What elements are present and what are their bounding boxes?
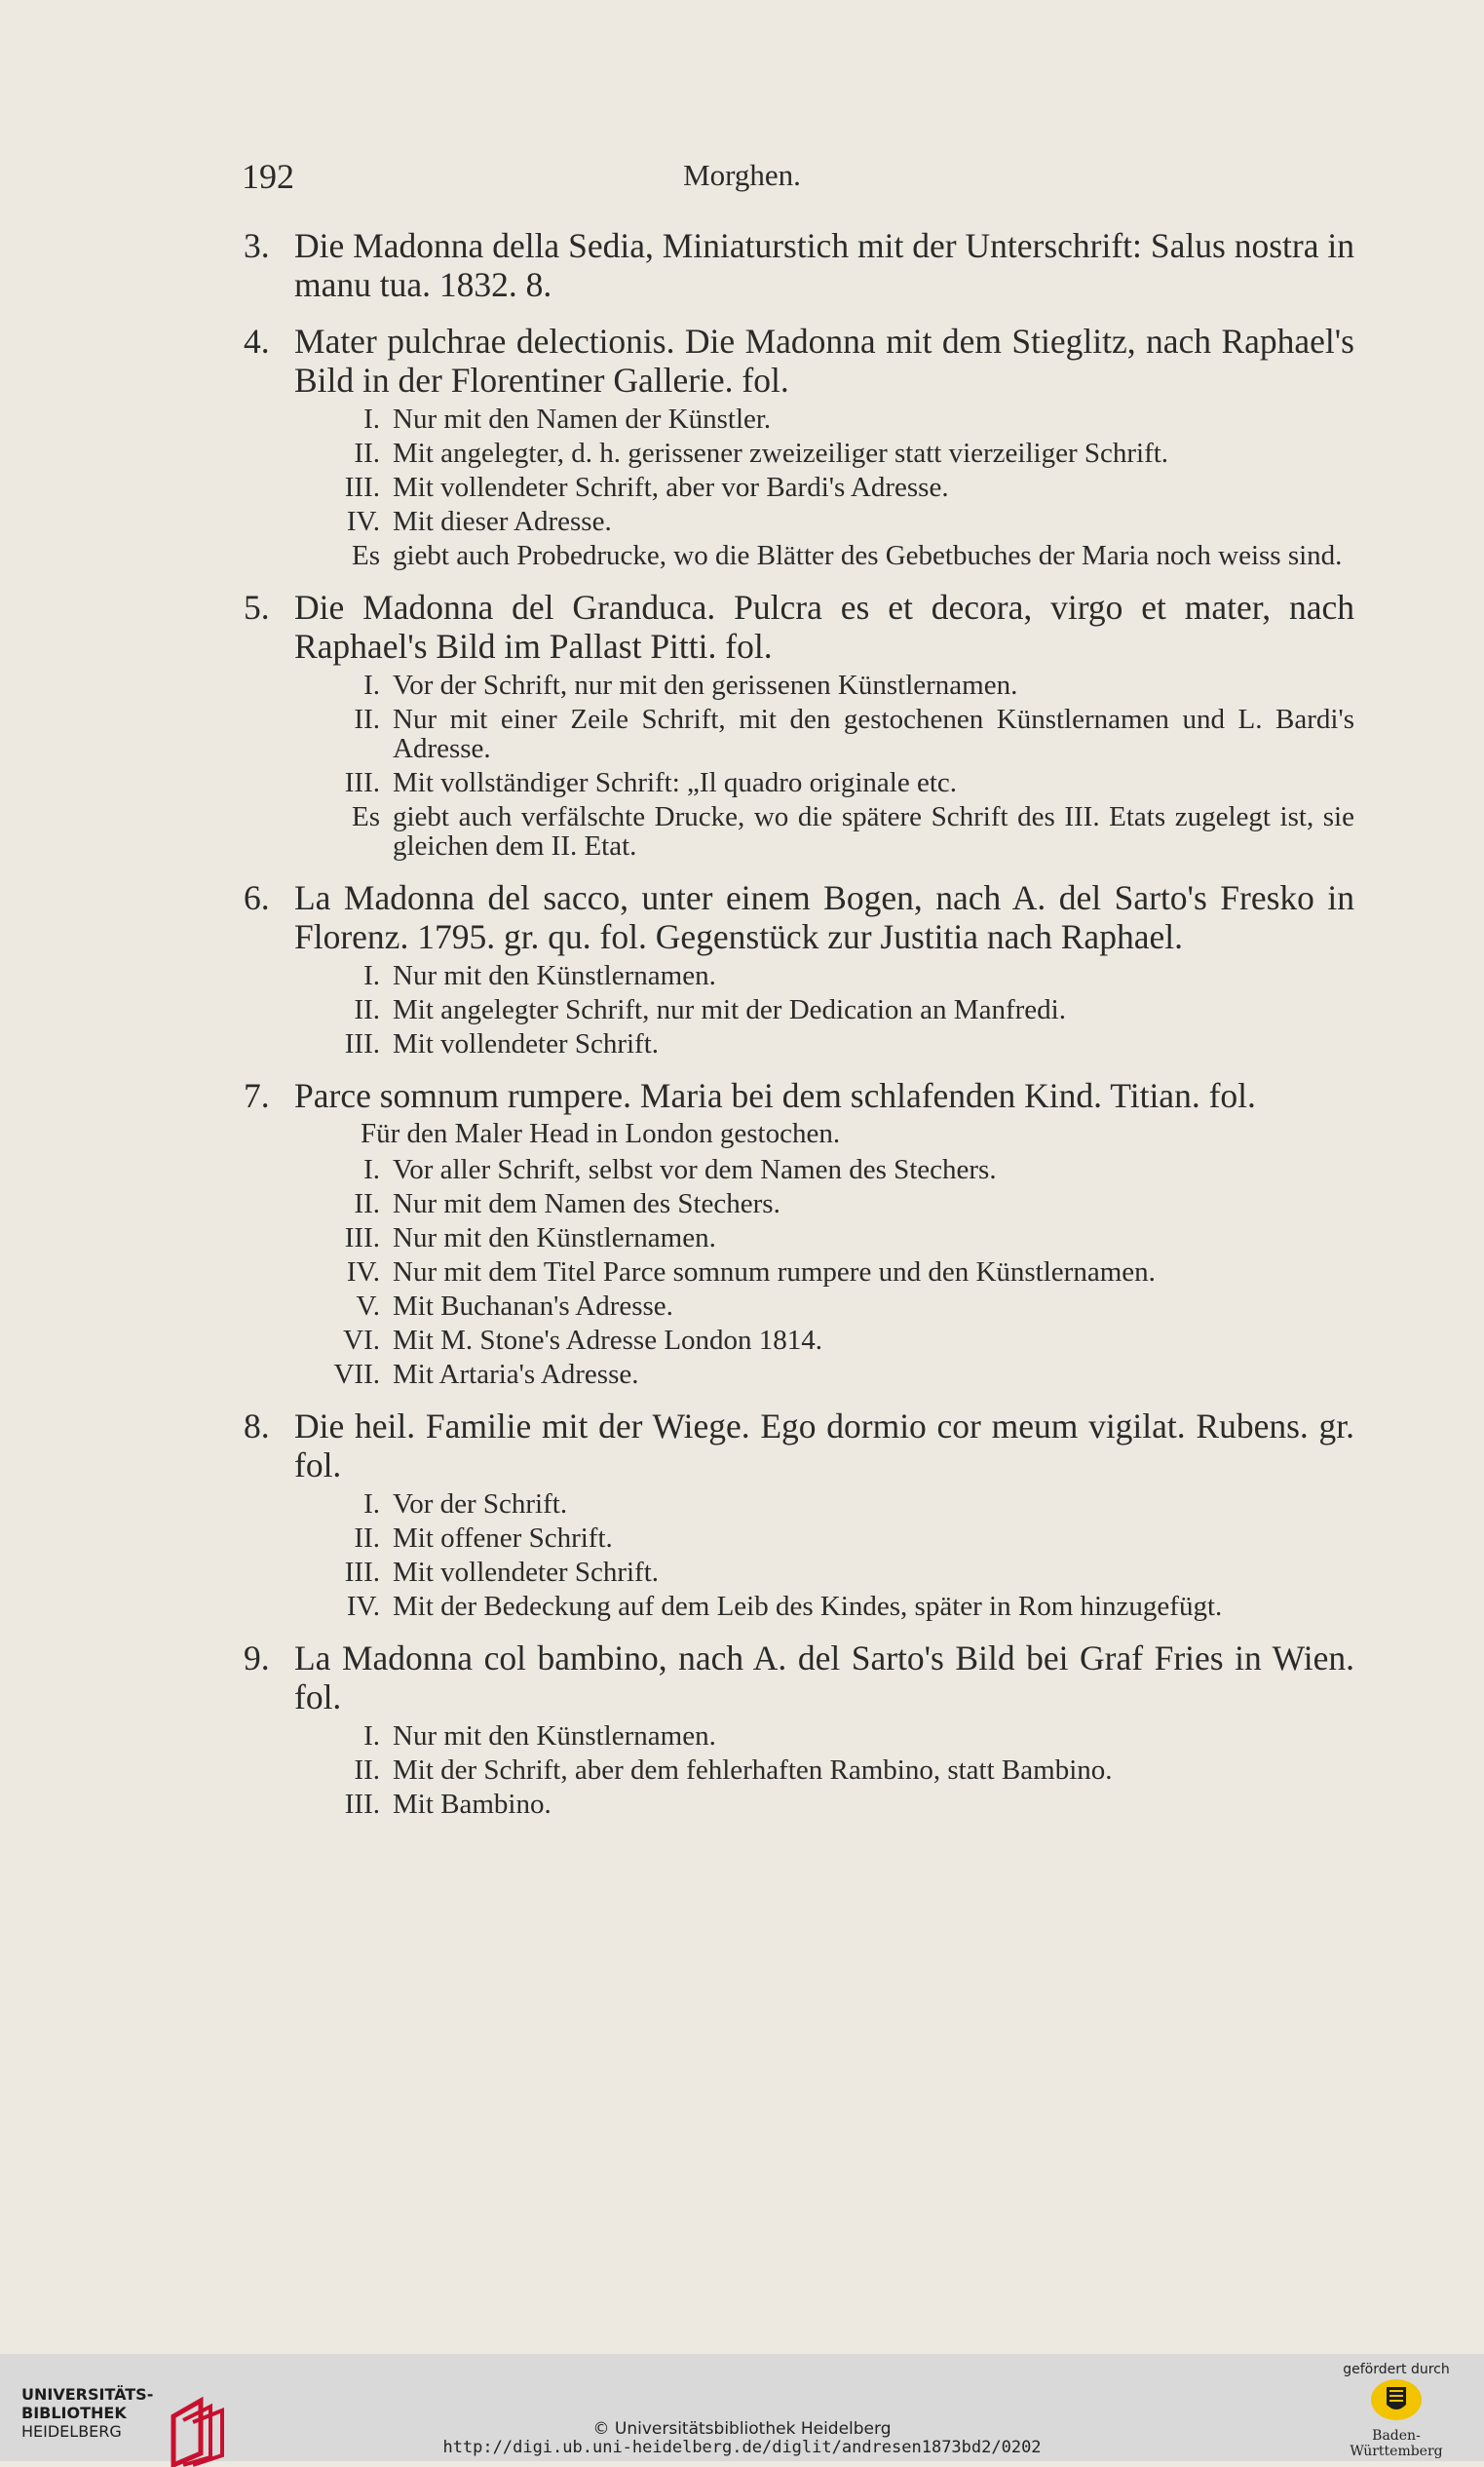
library-name-line3: HEIDELBERG xyxy=(21,2422,122,2441)
state-number: IV. xyxy=(346,506,380,537)
state-text: giebt auch Probedrucke, wo die Blätter des Gebetbuches der Maria noch weiss sind. xyxy=(393,540,1343,571)
page-number: 192 xyxy=(242,157,294,196)
state-text: Nur mit den Namen der Künstler. xyxy=(393,404,772,435)
digitization-footer xyxy=(0,2354,1484,2461)
state-text: Nur mit einer Zeile Schrift, mit den gestochenen Künstlernamen und L. Bardi's Adresse. xyxy=(393,704,1354,764)
state-text: Nur mit dem Namen des Stechers. xyxy=(393,1188,780,1219)
state-number: III. xyxy=(344,1557,380,1588)
state-line xyxy=(244,507,1354,536)
state-number: III. xyxy=(344,767,380,798)
state-number: I. xyxy=(363,1154,380,1185)
catalogue-entry xyxy=(244,1076,1354,1389)
catalogue-entry xyxy=(244,1638,1354,1819)
state-text: Mit der Schrift, aber dem fehlerhaften Rambino, statt Bambino. xyxy=(393,1754,1113,1786)
entry-text: La Madonna col bambino, nach A. del Sarto's Bild bei Graf Fries in Wien. fol. xyxy=(294,1638,1354,1716)
state-line xyxy=(244,802,1354,861)
state-line xyxy=(244,405,1354,434)
state-text: Mit M. Stone's Adresse London 1814. xyxy=(393,1325,823,1356)
state-line xyxy=(244,1790,1354,1819)
state-text: Nur mit den Künstlernamen. xyxy=(393,960,716,991)
state-line xyxy=(244,1189,1354,1218)
library-name-line1: UNIVERSITÄTS- xyxy=(21,2385,154,2404)
entry-number: 5. xyxy=(244,588,270,627)
state-number: I. xyxy=(363,1488,380,1520)
state-text: Mit angelegter Schrift, nur mit der Dedication an Manfredi. xyxy=(393,994,1066,1025)
state-line xyxy=(244,961,1354,990)
state-line xyxy=(244,1223,1354,1253)
page-header xyxy=(0,156,1484,205)
running-title: Morghen. xyxy=(683,158,801,192)
entry-number: 6. xyxy=(244,878,270,917)
sponsor-name: Baden-Württemberg xyxy=(1350,2428,1443,2459)
state-text: Vor aller Schrift, selbst vor dem Namen des Stechers. xyxy=(393,1154,997,1185)
state-line xyxy=(244,1360,1354,1389)
state-number: V. xyxy=(356,1291,380,1322)
state-text: Nur mit dem Titel Parce somnum rumpere und den Künstlernamen. xyxy=(393,1256,1156,1288)
catalogue-entry xyxy=(244,588,1354,861)
state-text: Vor der Schrift. xyxy=(393,1488,568,1520)
state-line xyxy=(244,1155,1354,1184)
entry-description xyxy=(244,588,1354,666)
state-line xyxy=(244,1326,1354,1355)
state-number: II. xyxy=(354,1754,380,1786)
entry-number: 8. xyxy=(244,1407,270,1446)
state-line xyxy=(244,768,1354,797)
state-line xyxy=(244,705,1354,763)
state-text: Mit Bambino. xyxy=(393,1789,552,1820)
copyright-notice: © Universitätsbibliothek Heidelberg xyxy=(592,2419,892,2439)
state-number: Es xyxy=(352,801,380,832)
state-number: I. xyxy=(363,960,380,991)
state-text: Mit der Bedeckung auf dem Leib des Kindes, später in Rom hinzugefügt. xyxy=(393,1591,1223,1622)
permalink-url[interactable]: http://digi.ub.uni-heidelberg.de/diglit/andresen1873bd2/0202 xyxy=(442,2438,1042,2457)
catalogue-entry xyxy=(244,226,1354,304)
state-text: Mit vollendeter Schrift, aber vor Bardi's Adresse. xyxy=(393,472,949,503)
state-line xyxy=(244,671,1354,700)
state-number: IV. xyxy=(346,1591,380,1622)
state-text: Mit Artaria's Adresse. xyxy=(393,1359,639,1390)
state-number: II. xyxy=(354,994,380,1025)
state-number: II. xyxy=(354,438,380,469)
state-text: Nur mit den Künstlernamen. xyxy=(393,1720,716,1752)
state-line xyxy=(244,1755,1354,1785)
state-number: VI. xyxy=(343,1325,380,1356)
state-number: II. xyxy=(354,704,380,735)
state-line xyxy=(244,541,1354,570)
state-number: III. xyxy=(344,1028,380,1060)
entry-text: Die heil. Familie mit der Wiege. Ego dormio cor meum vigilat. Rubens. gr. fol. xyxy=(294,1407,1354,1484)
entry-number: 9. xyxy=(244,1638,270,1677)
state-number: Es xyxy=(352,540,380,571)
entry-text: La Madonna del sacco, unter einem Bogen, nach A. del Sarto's Fresko in Florenz. 1795. gr. qu. fol. Gegenstück zur Justitia nach Raphael. xyxy=(294,878,1354,956)
state-line xyxy=(244,1558,1354,1587)
entry-note: Für den Maler Head in London gestochen. xyxy=(361,1118,841,1149)
state-text: Nur mit den Künstlernamen. xyxy=(393,1222,716,1253)
entry-description xyxy=(244,226,1354,304)
state-text: giebt auch verfälschte Drucke, wo die spätere Schrift des III. Etats zugelegt ist, sie gleichen dem II. Etat. xyxy=(393,801,1354,862)
state-line xyxy=(244,1257,1354,1287)
state-number: II. xyxy=(354,1523,380,1554)
state-text: Mit Buchanan's Adresse. xyxy=(393,1291,673,1322)
state-line xyxy=(244,1592,1354,1621)
state-number: VII. xyxy=(333,1359,380,1390)
entry-description xyxy=(244,878,1354,956)
entry-number: 7. xyxy=(244,1076,270,1115)
entry-number: 4. xyxy=(244,322,270,361)
entry-text: Mater pulchrae delectionis. Die Madonna mit dem Stieglitz, nach Raphael's Bild in der Florentiner Gallerie. fol. xyxy=(294,322,1354,400)
sponsor-label: gefördert durch xyxy=(1343,2362,1450,2377)
state-text: Mit vollständiger Schrift: „Il quadro originale etc. xyxy=(393,767,958,798)
state-line xyxy=(244,1489,1354,1519)
state-text: Mit dieser Adresse. xyxy=(393,506,612,537)
state-text: Mit vollendeter Schrift. xyxy=(393,1028,660,1060)
state-line xyxy=(244,1029,1354,1059)
entry-text: Parce somnum rumpere. Maria bei dem schlafenden Kind. Titian. fol. xyxy=(294,1076,1256,1115)
catalogue-entry xyxy=(244,1407,1354,1621)
entry-description xyxy=(244,322,1354,400)
state-line xyxy=(244,1523,1354,1553)
catalogue-entries xyxy=(244,226,1354,1836)
state-line xyxy=(244,1721,1354,1751)
state-number: I. xyxy=(363,670,380,701)
entry-description xyxy=(244,1076,1354,1115)
entry-description xyxy=(244,1638,1354,1716)
library-name-line2: BIBLIOTHEK xyxy=(21,2404,127,2422)
entry-number: 3. xyxy=(244,226,270,265)
state-line xyxy=(244,995,1354,1024)
state-text: Mit angelegter, d. h. gerissener zweizeiliger statt vierzeiliger Schrift. xyxy=(393,438,1169,469)
state-number: III. xyxy=(344,1789,380,1820)
entry-text: Die Madonna della Sedia, Miniaturstich mit der Unterschrift: Salus nostra in manu tua. 1832. 8. xyxy=(294,226,1354,304)
entry-description xyxy=(244,1407,1354,1484)
state-number: III. xyxy=(344,1222,380,1253)
state-text: Vor der Schrift, nur mit den gerissenen Künstlernamen. xyxy=(393,670,1018,701)
state-number: I. xyxy=(363,1720,380,1752)
state-number: IV. xyxy=(346,1256,380,1288)
state-text: Mit vollendeter Schrift. xyxy=(393,1557,660,1588)
sponsor-block[interactable] xyxy=(1338,2362,1455,2459)
entry-text: Die Madonna del Granduca. Pulcra es et decora, virgo et mater, nach Raphael's Bild im Pallast Pitti. fol. xyxy=(294,588,1354,666)
state-text: Mit offener Schrift. xyxy=(393,1523,613,1554)
coat-of-arms-icon xyxy=(1369,2377,1424,2422)
state-line xyxy=(244,439,1354,468)
state-number: III. xyxy=(344,472,380,503)
state-number: II. xyxy=(354,1188,380,1219)
catalogue-entry xyxy=(244,878,1354,1059)
state-line xyxy=(244,473,1354,502)
catalogue-entry xyxy=(244,322,1354,570)
state-number: I. xyxy=(363,404,380,435)
state-line xyxy=(244,1291,1354,1321)
